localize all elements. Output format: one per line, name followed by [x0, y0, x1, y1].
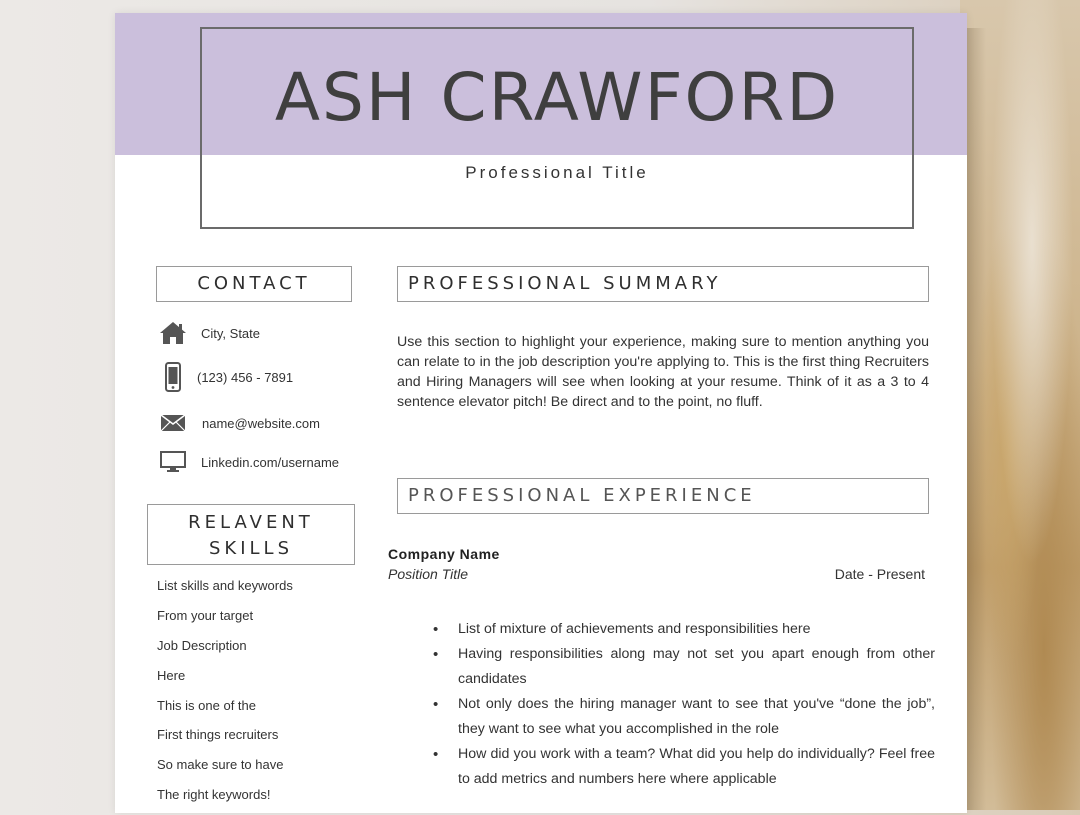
- experience-bullet: • Not only does the hiring manager want to see that you've “done the job”, they want to see what you accomplished in the role: [433, 692, 935, 742]
- skill-item: Job Description: [157, 637, 247, 653]
- experience-bullet: • List of mixture of achievements and responsibilities here: [433, 617, 935, 642]
- skill-item: List skills and keywords: [157, 578, 293, 593]
- contact-phone: [157, 362, 293, 392]
- phone-icon: [157, 362, 189, 392]
- experience-bullet: • How did you work with a team? What did you help do individually? Feel free to add metrics and numbers here where applicable: [433, 742, 935, 792]
- contact-linkedin: [157, 447, 339, 477]
- home-icon: [157, 318, 189, 348]
- skill-item: This is one of the: [157, 697, 256, 713]
- mail-icon: [157, 408, 189, 438]
- contact-location: [157, 318, 260, 348]
- company-name: Company Name: [388, 546, 500, 562]
- contact-email-text: name@website.com: [202, 415, 320, 431]
- professional-title: Professional Title: [465, 163, 649, 182]
- skills-heading-line1: RELAVENT: [188, 512, 314, 533]
- experience-heading: PROFESSIONAL EXPERIENCE: [397, 478, 929, 514]
- resume-page: [115, 13, 967, 813]
- skill-item: So make sure to have: [157, 757, 284, 773]
- skills-list: [157, 576, 293, 815]
- skill-item: From your target: [157, 607, 254, 623]
- skill-item: The right keywords!: [157, 787, 271, 803]
- resume-name: ASH CRAWFORD: [274, 59, 840, 136]
- contact-email: [157, 408, 320, 438]
- skill-item: Here: [157, 667, 186, 683]
- skills-heading: [147, 504, 355, 565]
- contact-heading: CONTACT: [156, 266, 352, 302]
- experience-bullets: [433, 617, 935, 792]
- contact-phone-text: (123) 456 - 7891: [197, 369, 294, 385]
- skill-item: First things recruiters: [157, 727, 279, 743]
- skills-heading-line2: SKILLS: [208, 538, 294, 559]
- position-title: Position Title: [388, 566, 469, 582]
- monitor-icon: [157, 447, 189, 477]
- contact-linkedin-text: Linkedin.com/username: [201, 454, 340, 470]
- summary-heading: PROFESSIONAL SUMMARY: [397, 266, 929, 302]
- employment-date: Date - Present: [834, 566, 925, 582]
- summary-text: Use this section to highlight your experience, making sure to mention anything you can relate to in the job description you're applying to. This is the first thing Recruiters and Hiring Managers will see when looking at your resume. Think of it as a 3 to 4 sentence elevator pitch! Be direct and to the point, no fluff.: [397, 334, 929, 410]
- experience-bullet: • Having responsibilities along may not set you apart enough from other candidates: [433, 642, 935, 692]
- contact-location-text: City, State: [201, 325, 261, 341]
